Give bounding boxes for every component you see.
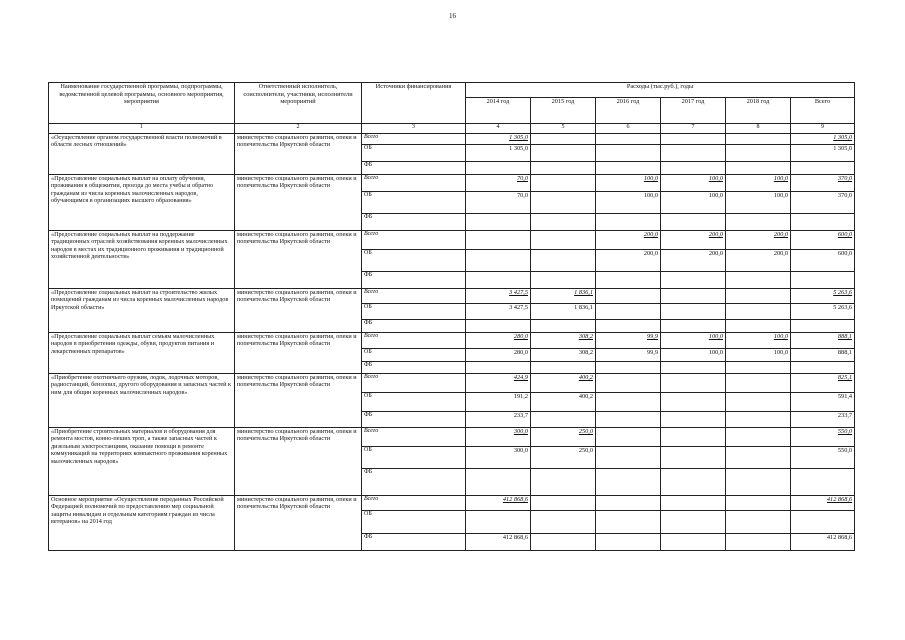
header-source: Источники финансирования	[362, 83, 466, 124]
total-cell	[791, 214, 855, 231]
value-cell: 400,2	[531, 393, 596, 412]
funding-source: Всего	[362, 175, 466, 192]
value-cell	[726, 320, 791, 333]
table-row	[49, 175, 855, 192]
funding-source: Всего	[362, 134, 466, 145]
funding-source: ОБ	[362, 393, 466, 412]
value-cell: 70,0	[466, 175, 531, 192]
value-cell	[466, 469, 531, 496]
column-number: 9	[791, 124, 855, 134]
value-cell	[661, 469, 726, 496]
value-cell	[726, 289, 791, 304]
expenses-table	[48, 82, 855, 551]
value-cell: 99,9	[596, 349, 661, 362]
value-cell	[661, 511, 726, 534]
value-cell	[726, 162, 791, 175]
value-cell	[466, 320, 531, 333]
value-cell: 100,0	[726, 175, 791, 192]
table-row	[49, 231, 855, 250]
responsible-executor: министерство социального развития, опеки и попечительства Иркутской области	[235, 134, 362, 175]
value-cell	[661, 374, 726, 393]
total-cell: 591,4	[791, 393, 855, 412]
funding-source: ОБ	[362, 145, 466, 162]
value-cell: 1 305,0	[466, 145, 531, 162]
column-number: 7	[661, 124, 726, 134]
total-cell: 600,0	[791, 250, 855, 272]
measure-name: Основное мероприятие «Осуществление переданных Российской Федерацией полномочий по предоставлению мер социальной защиты инвалидам и отдельным категориям граждан из числа ветеранов» на 2014 год	[49, 496, 235, 551]
value-cell	[661, 134, 726, 145]
funding-source: ОБ	[362, 447, 466, 469]
value-cell	[531, 214, 596, 231]
column-number: 8	[726, 124, 791, 134]
value-cell	[726, 412, 791, 428]
value-cell	[596, 393, 661, 412]
funding-source: ОБ	[362, 304, 466, 320]
value-cell	[726, 362, 791, 374]
total-cell	[791, 272, 855, 289]
value-cell	[726, 428, 791, 447]
value-cell	[661, 214, 726, 231]
value-cell	[661, 447, 726, 469]
funding-source: ФБ	[362, 412, 466, 428]
value-cell	[596, 412, 661, 428]
value-cell: 424,9	[466, 374, 531, 393]
responsible-executor: министерство социального развития, опеки и попечительства Иркутской области	[235, 175, 362, 231]
value-cell	[726, 393, 791, 412]
table-row	[49, 134, 855, 145]
value-cell: 200,0	[726, 231, 791, 250]
measure-name: «Приобретение строительных материалов и оборудования для ремонта мостов, конно-пеших троп, а также запасных частей к дизельным электростанциям, оказание помощи в ремонте коммуникаций на территориях компактного проживания коренных малочисленных народов»	[49, 428, 235, 496]
value-cell	[661, 428, 726, 447]
funding-source: Всего	[362, 374, 466, 393]
value-cell	[661, 534, 726, 551]
value-cell: 400,2	[531, 374, 596, 393]
measure-name: «Осуществление органом государственной власти полномочий в области лесных отношений»	[49, 134, 235, 175]
funding-source: ФБ	[362, 272, 466, 289]
value-cell: 200,0	[596, 250, 661, 272]
total-cell: 1 305,0	[791, 134, 855, 145]
value-cell: 99,9	[596, 333, 661, 349]
value-cell	[726, 447, 791, 469]
value-cell	[531, 320, 596, 333]
value-cell	[531, 412, 596, 428]
header-year: 2018 год	[726, 98, 791, 124]
value-cell	[531, 231, 596, 250]
value-cell	[596, 134, 661, 145]
total-cell: 600,0	[791, 231, 855, 250]
value-cell	[531, 272, 596, 289]
header-year: 2015 год	[531, 98, 596, 124]
funding-source: ОБ	[362, 511, 466, 534]
value-cell	[661, 304, 726, 320]
funding-source: ОБ	[362, 250, 466, 272]
value-cell	[596, 289, 661, 304]
value-cell	[531, 162, 596, 175]
value-cell: 1 836,1	[531, 304, 596, 320]
value-cell	[466, 214, 531, 231]
funding-source: ФБ	[362, 214, 466, 231]
header-year: 2016 год	[596, 98, 661, 124]
value-cell: 280,0	[466, 349, 531, 362]
value-cell	[661, 362, 726, 374]
header-total: Всего	[791, 98, 855, 124]
value-cell: 1 305,0	[466, 134, 531, 145]
column-number: 3	[362, 124, 466, 134]
total-cell: 412 868,6	[791, 496, 855, 511]
value-cell: 200,0	[661, 250, 726, 272]
value-cell	[596, 214, 661, 231]
value-cell: 250,0	[531, 447, 596, 469]
total-cell: 370,0	[791, 192, 855, 214]
responsible-executor: министерство социального развития, опеки и попечительства Иркутской области	[235, 496, 362, 551]
value-cell: 200,0	[726, 250, 791, 272]
value-cell	[531, 145, 596, 162]
column-number: 4	[466, 124, 531, 134]
responsible-executor: министерство социального развития, опеки и попечительства Иркутской области	[235, 289, 362, 333]
value-cell: 70,0	[466, 192, 531, 214]
value-cell	[596, 272, 661, 289]
value-cell	[726, 134, 791, 145]
value-cell	[531, 511, 596, 534]
total-cell: 5 263,6	[791, 289, 855, 304]
value-cell: 100,0	[661, 333, 726, 349]
value-cell	[596, 162, 661, 175]
value-cell	[531, 192, 596, 214]
value-cell: 1 836,1	[531, 289, 596, 304]
funding-source: Всего	[362, 496, 466, 511]
table-row	[49, 496, 855, 511]
value-cell	[726, 145, 791, 162]
value-cell: 100,0	[596, 192, 661, 214]
value-cell	[596, 447, 661, 469]
total-cell: 5 263,6	[791, 304, 855, 320]
table-body	[49, 134, 855, 551]
value-cell	[531, 175, 596, 192]
value-cell	[726, 511, 791, 534]
column-number-row	[49, 124, 855, 134]
value-cell: 300,0	[466, 447, 531, 469]
value-cell	[531, 362, 596, 374]
value-cell	[596, 320, 661, 333]
funding-source: ОБ	[362, 349, 466, 362]
value-cell	[726, 469, 791, 496]
value-cell: 191,2	[466, 393, 531, 412]
total-cell: 1 305,0	[791, 145, 855, 162]
value-cell: 280,0	[466, 333, 531, 349]
value-cell: 100,0	[726, 192, 791, 214]
value-cell: 200,0	[596, 231, 661, 250]
value-cell	[596, 496, 661, 511]
funding-source: ФБ	[362, 162, 466, 175]
value-cell	[661, 145, 726, 162]
value-cell: 412 868,6	[466, 534, 531, 551]
responsible-executor: министерство социального развития, опеки и попечительства Иркутской области	[235, 374, 362, 428]
value-cell: 100,0	[661, 192, 726, 214]
value-cell	[726, 496, 791, 511]
value-cell: 3 427,5	[466, 304, 531, 320]
header-year: 2014 год	[466, 98, 531, 124]
value-cell: 233,7	[466, 412, 531, 428]
funding-source: Всего	[362, 333, 466, 349]
value-cell	[726, 374, 791, 393]
value-cell: 200,0	[661, 231, 726, 250]
funding-source: ОБ	[362, 192, 466, 214]
total-cell	[791, 469, 855, 496]
value-cell	[726, 214, 791, 231]
value-cell	[466, 272, 531, 289]
header-expenses: Расходы (тыс.руб.), годы	[466, 83, 855, 98]
total-cell: 370,0	[791, 175, 855, 192]
value-cell	[596, 469, 661, 496]
value-cell	[596, 374, 661, 393]
funding-source: ФБ	[362, 469, 466, 496]
header-name: Наименование государственной программы, подпрограммы, ведомственной целевой программы, основного мероприятия, мероприятия	[49, 83, 235, 124]
total-cell: 412 868,6	[791, 534, 855, 551]
total-cell	[791, 511, 855, 534]
total-cell: 888,1	[791, 349, 855, 362]
value-cell: 100,0	[661, 175, 726, 192]
funding-source: Всего	[362, 231, 466, 250]
value-cell: 100,0	[661, 349, 726, 362]
value-cell	[661, 272, 726, 289]
header-year: 2017 год	[661, 98, 726, 124]
total-cell: 888,1	[791, 333, 855, 349]
value-cell	[596, 428, 661, 447]
column-number: 2	[235, 124, 362, 134]
value-cell: 412 868,6	[466, 496, 531, 511]
funding-source: Всего	[362, 428, 466, 447]
measure-name: «Предоставление социальных выплат на поддержание традиционных отраслей хозяйствования коренных малочисленных народов в местах их традиционного проживания и традиционной хозяйственной деятельности»	[49, 231, 235, 289]
value-cell	[466, 362, 531, 374]
responsible-executor: министерство социального развития, опеки и попечительства Иркутской области	[235, 231, 362, 289]
measure-name: «Приобретение охотничьего оружия, лодок, лодочных моторов, радиостанций, бензопил, другого оборудования и запасных частей к ним для общин коренных малочисленных народов»	[49, 374, 235, 428]
value-cell	[596, 511, 661, 534]
value-cell	[661, 289, 726, 304]
total-cell: 233,7	[791, 412, 855, 428]
table-row	[49, 374, 855, 393]
measure-name: «Предоставление социальных выплат семьям малочисленных народов в приобретении одежды, обуви, продуктов питания и лекарственных препаратов»	[49, 333, 235, 374]
total-cell: 825,1	[791, 374, 855, 393]
total-cell: 550,0	[791, 428, 855, 447]
value-cell	[726, 534, 791, 551]
value-cell	[661, 393, 726, 412]
funding-source: Всего	[362, 289, 466, 304]
value-cell	[661, 412, 726, 428]
value-cell: 100,0	[596, 175, 661, 192]
responsible-executor: министерство социального развития, опеки и попечительства Иркутской области	[235, 428, 362, 496]
value-cell: 300,0	[466, 428, 531, 447]
column-number: 6	[596, 124, 661, 134]
value-cell	[596, 534, 661, 551]
table-row	[49, 333, 855, 349]
header-responsible: Ответственный исполнитель, соисполнители, участники, исполнители мероприятий	[235, 83, 362, 124]
value-cell	[661, 162, 726, 175]
responsible-executor: министерство социального развития, опеки и попечительства Иркутской области	[235, 333, 362, 374]
value-cell	[466, 250, 531, 272]
value-cell	[466, 231, 531, 250]
value-cell	[596, 145, 661, 162]
value-cell: 100,0	[726, 349, 791, 362]
value-cell: 308,2	[531, 333, 596, 349]
value-cell	[661, 320, 726, 333]
value-cell	[531, 469, 596, 496]
value-cell	[531, 134, 596, 145]
total-cell	[791, 362, 855, 374]
value-cell	[596, 362, 661, 374]
value-cell	[726, 304, 791, 320]
value-cell	[531, 496, 596, 511]
table-row	[49, 428, 855, 447]
table-row	[49, 289, 855, 304]
value-cell: 3 427,5	[466, 289, 531, 304]
value-cell	[466, 511, 531, 534]
total-cell: 550,0	[791, 447, 855, 469]
value-cell	[596, 304, 661, 320]
measure-name: «Предоставление социальных выплат на оплату обучения, проживания в общежитии, проезда до места учебы и обратно гражданам из числа коренных малочисленных народов, обучающимся в организациях высшего образования»	[49, 175, 235, 231]
funding-source: ФБ	[362, 362, 466, 374]
total-cell	[791, 162, 855, 175]
column-number: 5	[531, 124, 596, 134]
page-number: 16	[449, 12, 456, 20]
value-cell: 250,0	[531, 428, 596, 447]
value-cell	[531, 250, 596, 272]
value-cell	[531, 534, 596, 551]
value-cell: 308,2	[531, 349, 596, 362]
measure-name: «Предоставление социальных выплат на строительство жилых помещений гражданам из числа коренных малочисленных народов Иркутской области»	[49, 289, 235, 333]
value-cell	[466, 162, 531, 175]
funding-source: ФБ	[362, 534, 466, 551]
value-cell	[661, 496, 726, 511]
value-cell: 100,0	[726, 333, 791, 349]
funding-source: ФБ	[362, 320, 466, 333]
column-number: 1	[49, 124, 235, 134]
value-cell	[726, 272, 791, 289]
total-cell	[791, 320, 855, 333]
